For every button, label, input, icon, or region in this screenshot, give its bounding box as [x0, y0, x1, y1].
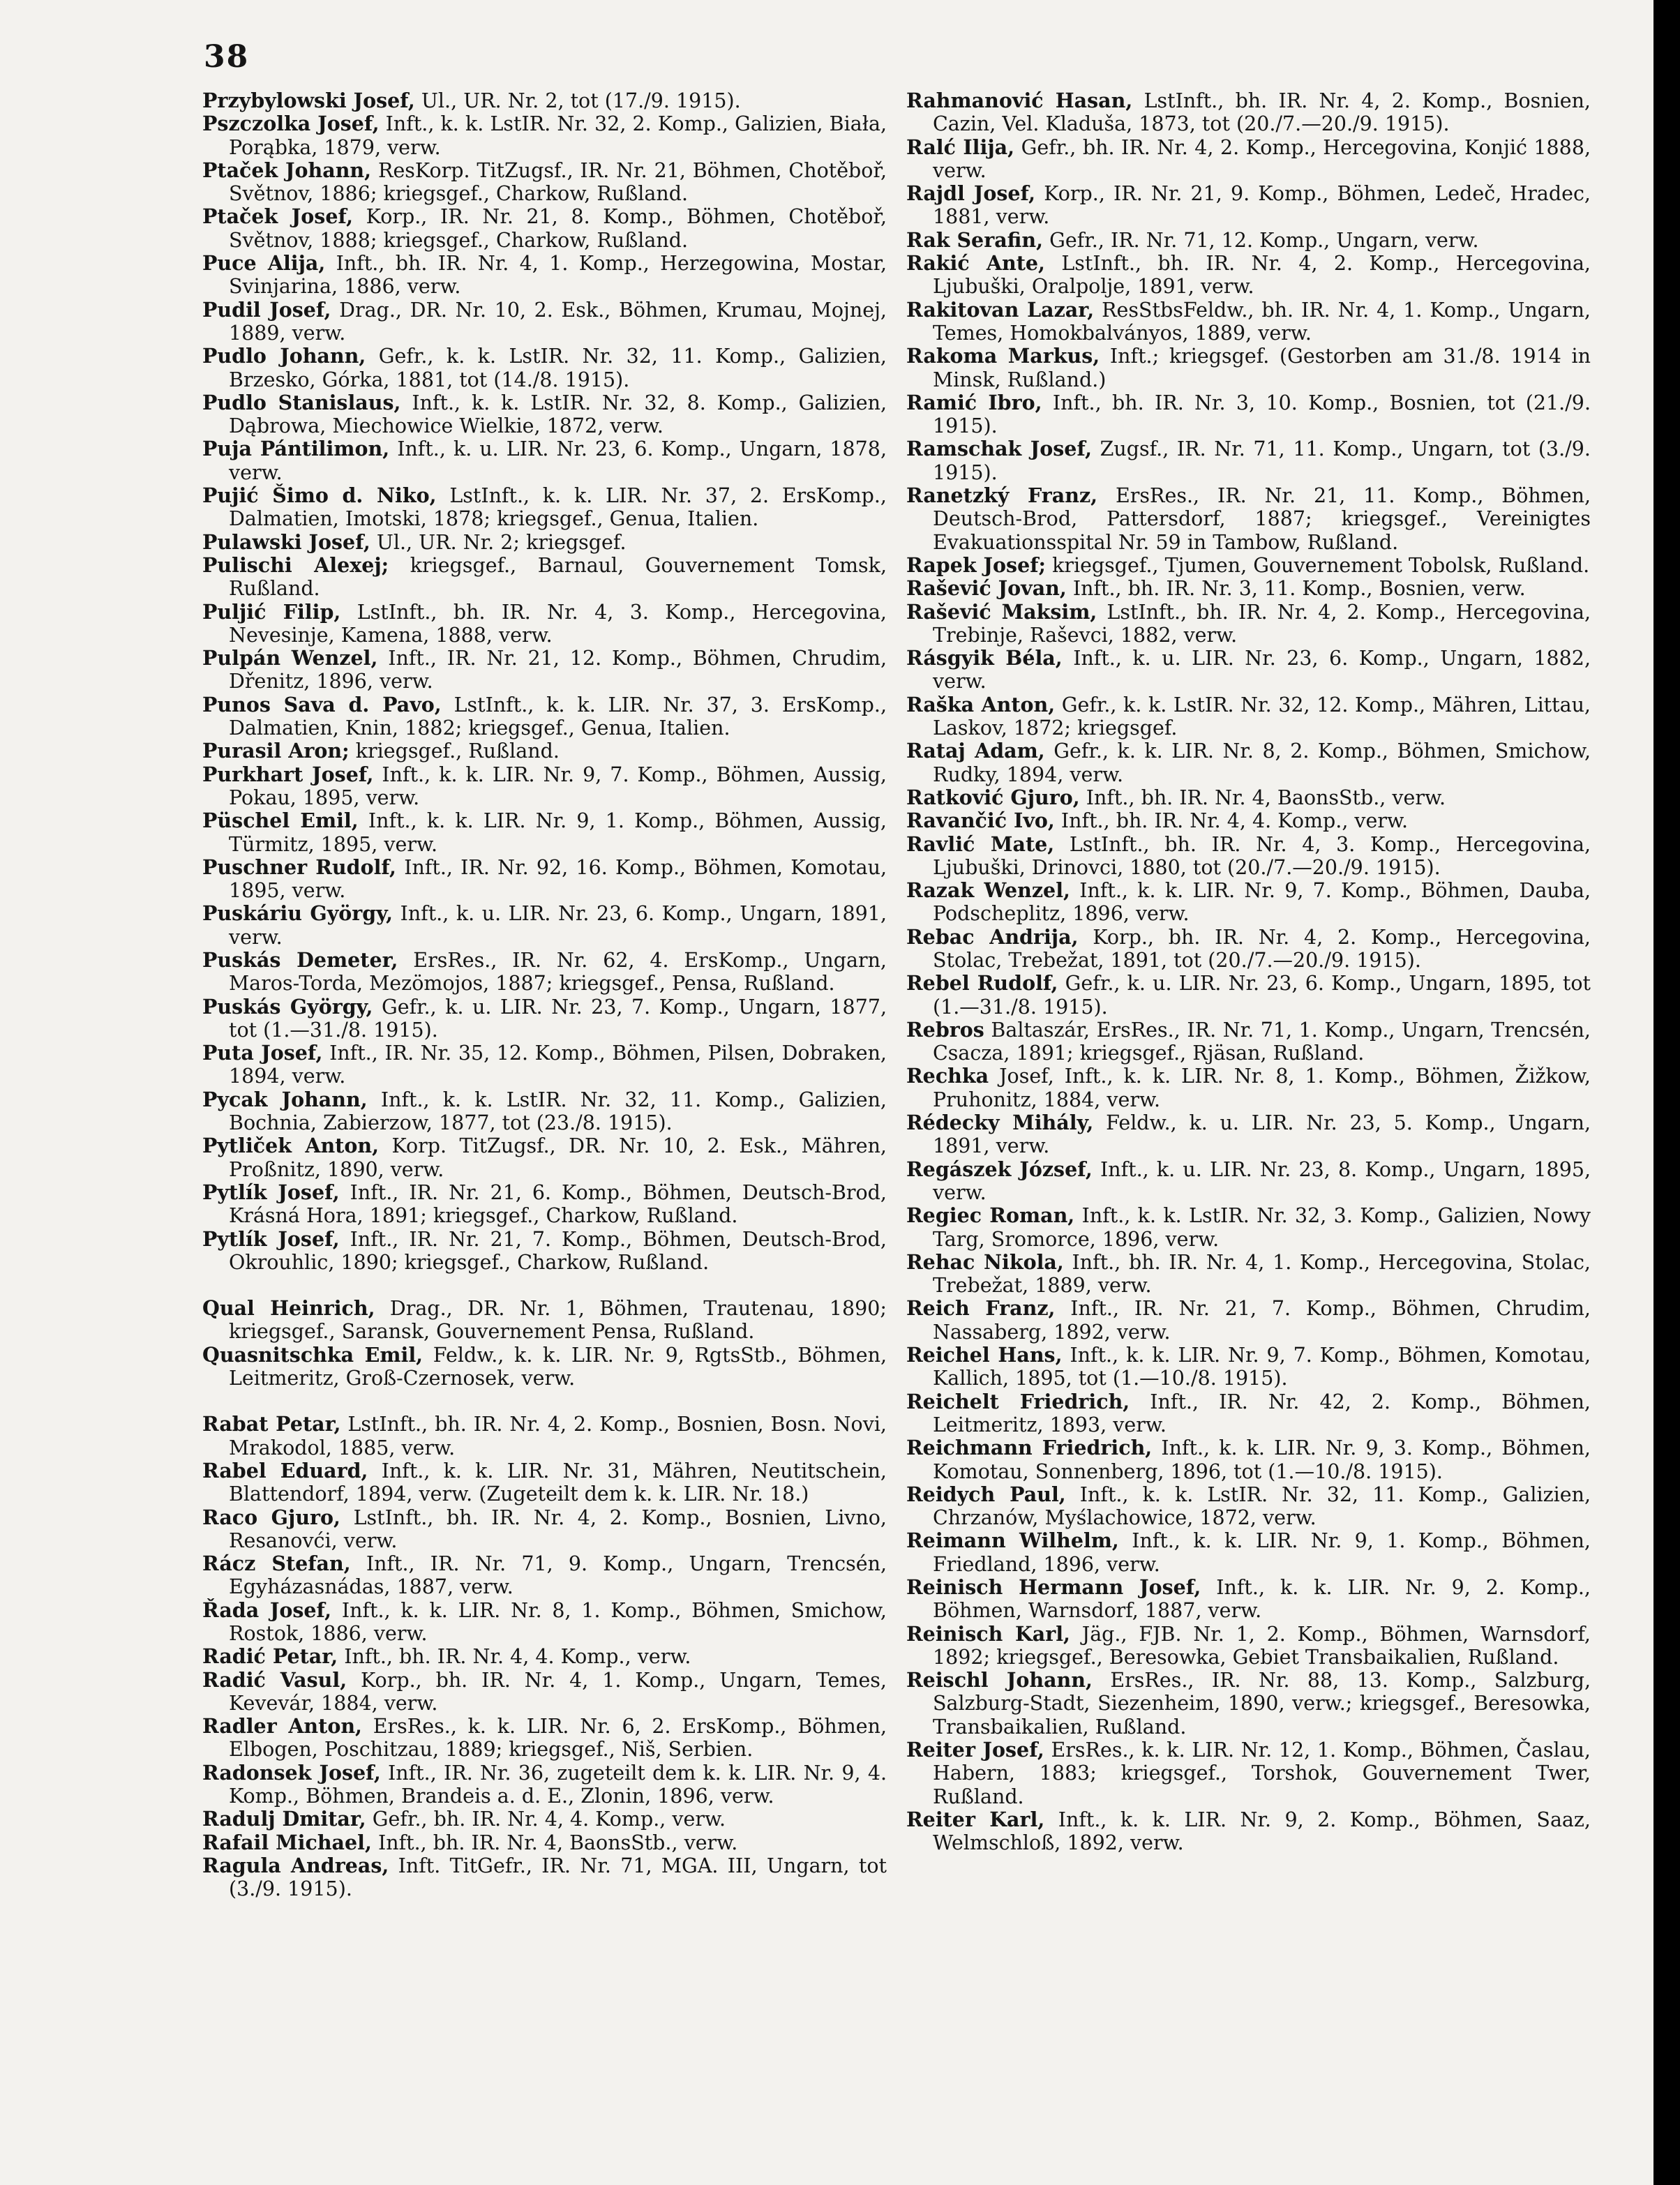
register-entry [202, 1506, 887, 1553]
register-entry [202, 1344, 887, 1390]
register-entry [202, 949, 887, 996]
entry-details: Korp. TitZugsf., DR. Nr. 10, 2. Esk., Mähren, Proßnitz, 1890, verw. [229, 1134, 887, 1181]
entry-name: Rehac Nikola, [906, 1249, 1064, 1274]
entry-name: Reiter Karl, [906, 1807, 1045, 1831]
register-entry [202, 1715, 887, 1762]
register-entry [202, 1228, 887, 1275]
entry-details: LstInft., bh. IR. Nr. 4, 3. Komp., Hercegovina, Nevesinje, Kamena, 1888, verw. [229, 600, 887, 647]
entry-name: Rechka [906, 1064, 989, 1088]
entry-details: ResStbsFeldw., bh. IR. Nr. 4, 1. Komp., Ungarn, Temes, Homokbalványos, 1889, verw. [933, 298, 1591, 345]
register-entry [906, 182, 1591, 229]
entry-details: Inft., k. k. LIR. Nr. 9, 7. Komp., Böhmen, Aussig, Pokau, 1895, verw. [229, 763, 887, 809]
entry-name: Radić Vasul, [202, 1667, 347, 1692]
entry-name: Ramić Ibro, [906, 390, 1042, 414]
entry-details: Inft., k. k. LIR. Nr. 8, 1. Komp., Böhmen, Smichow, Rostok, 1886, verw. [229, 1598, 887, 1645]
entry-details: Baltaszár, ErsRes., IR. Nr. 71, 1. Komp., Ungarn, Trencsén, Csacza, 1891; kriegsgef., Rjäsan, Rußland. [933, 1018, 1591, 1065]
entry-details: Inft., k. k. LstIR. Nr. 32, 3. Komp., Galizien, Nowy Targ, Sromorce, 1896, verw. [933, 1204, 1591, 1251]
entry-details: Inft., k. k. LIR. Nr. 9, 2. Komp., Böhmen, Saaz, Welmschloß, 1892, verw. [933, 1808, 1591, 1855]
entry-details: LstInft., bh. IR. Nr. 4, 3. Komp., Hercegovina, Ljubuški, Drinovci, 1880, tot (20./7.—20./9. 1915). [933, 832, 1591, 879]
entry-name: Pujić Šimo d. Niko, [202, 483, 437, 508]
register-entry [906, 647, 1591, 693]
entry-name: Rebac Andrija, [906, 924, 1079, 949]
register-entry [906, 1808, 1591, 1855]
entry-details: Drag., DR. Nr. 1, Böhmen, Trautenau, 1890; kriegsgef., Saransk, Gouvernement Pensa, Rußland. [229, 1297, 887, 1344]
entry-name: Rácz Stefan, [202, 1552, 351, 1576]
entry-details: Inft., k. k. LIR. Nr. 9, 7. Komp., Böhmen, Komotau, Kallich, 1895, tot (1.—10./8. 1915). [933, 1344, 1591, 1390]
entry-name: Qual Heinrich, [202, 1296, 375, 1321]
entry-details: LstInft., bh. IR. Nr. 4, 2. Komp., Bosnien, Cazin, Vel. Kladuša, 1873, tot (20./7.—20./9. 1915). [933, 89, 1591, 136]
entry-details: kriegsgef., Rußland. [355, 739, 560, 763]
entry-name: Regászek József, [906, 1157, 1093, 1181]
entry-name: Ptaček Josef, [202, 204, 354, 229]
entry-details: Inft., k. k. LstIR. Nr. 32, 11. Komp., Galizien, Chrzanów, Myślachowice, 1872, verw. [933, 1482, 1591, 1530]
entry-details: ErsRes., IR. Nr. 88, 13. Komp., Salzburg, Salzburg-Stadt, Siezenheim, 1890, verw.; kriegsgef., Beresowka, Transbaikalien, Rußland. [933, 1669, 1591, 1739]
entry-details: Ul., UR. Nr. 2, tot (17./9. 1915). [421, 89, 741, 112]
register-entry [202, 1413, 887, 1459]
entry-name: Regiec Roman, [906, 1203, 1075, 1228]
entry-details: Jäg., FJB. Nr. 1, 2. Komp., Böhmen, Warnsdorf, 1892; kriegsgef., Beresowka, Gebiet Transbaikalien, Rußland. [933, 1622, 1591, 1669]
entry-details: kriegsgef., Tjumen, Gouvernement Tobolsk, Rußland. [1052, 553, 1590, 577]
register-entry [202, 1762, 887, 1808]
entry-name: Puskáriu György, [202, 901, 393, 926]
register-entry [202, 809, 887, 856]
register-entry [906, 926, 1591, 973]
register-entry [202, 484, 887, 531]
entry-details: Inft., IR. Nr. 92, 16. Komp., Böhmen, Komotau, 1895, verw. [229, 855, 887, 903]
entry-details: Inft., bh. IR. Nr. 4, 1. Komp., Hercegovina, Stolac, Trebežat, 1889, verw. [933, 1250, 1591, 1298]
entry-name: Rašević Maksim, [906, 599, 1097, 624]
entry-name: Pulpán Wenzel, [202, 646, 378, 670]
entry-name: Puce Alija, [202, 251, 326, 276]
entry-name: Rakitovan Lazar, [906, 297, 1095, 322]
register-entry [906, 1436, 1591, 1483]
register-entry [906, 1111, 1591, 1158]
register-entry [906, 252, 1591, 299]
entry-details: Inft., k. u. LIR. Nr. 23, 6. Komp., Ungarn, 1891, verw. [229, 902, 887, 949]
entry-name: Rafail Michael, [202, 1830, 372, 1854]
entry-name: Radić Petar, [202, 1644, 338, 1669]
entry-name: Punos Sava d. Pavo, [202, 692, 442, 716]
register-entry [906, 577, 1591, 600]
entry-details: Inft., bh. IR. Nr. 4, 4. Komp., verw. [344, 1645, 691, 1669]
entry-details: Inft., k. u. LIR. Nr. 23, 6. Komp., Ungarn, 1878, verw. [229, 437, 887, 484]
entry-name: Pytlík Josef, [202, 1226, 340, 1251]
entry-name: Rebel Rudolf, [906, 971, 1058, 996]
entry-name: Ravančić Ivo, [906, 809, 1055, 833]
register-entry [202, 763, 887, 810]
register-entry [906, 1297, 1591, 1344]
register-entry [202, 554, 887, 601]
entry-details: Ul., UR. Nr. 2; kriegsgef. [376, 530, 627, 554]
entry-details: Inft., IR. Nr. 21, 7. Komp., Böhmen, Deutsch-Brod, Okrouhlic, 1890; kriegsgef., Charkow, Rußland. [229, 1227, 887, 1274]
entry-name: Pulawski Josef, [202, 530, 370, 554]
entry-details: Gefr., k. u. LIR. Nr. 23, 7. Komp., Ungarn, 1877, tot (1.—31./8. 1915). [229, 995, 887, 1042]
register-entry [202, 996, 887, 1042]
entry-details: ErsRes., IR. Nr. 62, 4. ErsKomp., Ungarn, Maros-Torda, Mezömojos, 1887; kriegsgef., Pensa, Rußland. [229, 948, 887, 996]
entry-details: LstInft., k. k. LIR. Nr. 37, 2. ErsKomp., Dalmatien, Imotski, 1878; kriegsgef., Genua, Italien. [229, 484, 887, 531]
entry-details: Inft., bh. IR. Nr. 3, 10. Komp., Bosnien, tot (21./9. 1915). [933, 391, 1591, 438]
entry-name: Raco Gjuro, [202, 1505, 340, 1529]
entry-details: Gefr., k. k. LstIR. Nr. 32, 12. Komp., Mähren, Littau, Laskov, 1872; kriegsgef. [933, 693, 1591, 740]
entry-details: Korp., bh. IR. Nr. 4, 1. Komp., Ungarn, Temes, Kevevár, 1884, verw. [229, 1668, 887, 1715]
entry-details: Inft., k. k. LIR. Nr. 9, 1. Komp., Böhmen, Aussig, Türmitz, 1895, verw. [229, 809, 887, 856]
entry-name: Ralć Ilija, [906, 135, 1015, 159]
entry-name: Quasnitschka Emil, [202, 1342, 423, 1367]
left-column [202, 89, 887, 1901]
right-column [906, 89, 1591, 1901]
register-entry [906, 1483, 1591, 1530]
entry-details: LstInft., k. k. LIR. Nr. 37, 3. ErsKomp., Dalmatien, Knin, 1882; kriegsgef., Genua, Italien. [229, 693, 887, 740]
entry-details: Gefr., bh. IR. Nr. 4, 4. Komp., verw. [372, 1808, 726, 1831]
register-entry [202, 205, 887, 252]
section-gap [202, 1390, 887, 1413]
register-entry [906, 879, 1591, 926]
register-entry [202, 693, 887, 740]
entry-name: Reinisch Karl, [906, 1621, 1070, 1646]
entry-details: Gefr., IR. Nr. 71, 12. Komp., Ungarn, verw. [1049, 228, 1479, 252]
register-entry [906, 1344, 1591, 1390]
register-entry [202, 1831, 887, 1854]
entry-details: Feldw., k. k. LIR. Nr. 9, RgtsStb., Böhmen, Leitmeritz, Groß-Czernosek, verw. [229, 1343, 887, 1390]
entry-name: Razak Wenzel, [906, 878, 1070, 903]
entry-name: Puskás György, [202, 994, 373, 1019]
entry-name: Rataj Adam, [906, 739, 1045, 763]
entry-name: Reichel Hans, [906, 1343, 1063, 1367]
entry-details: LstInft., bh. IR. Nr. 4, 2. Komp., Bosnien, Bosn. Novi, Mrakodol, 1885, verw. [229, 1413, 887, 1459]
entry-details: Korp., IR. Nr. 21, 8. Komp., Böhmen, Chotěboř, Světnov, 1888; kriegsgef., Charkow, Rußland. [229, 205, 887, 252]
register-entry [202, 299, 887, 345]
entry-details: Inft.; kriegsgef. (Gestorben am 31./8. 1914 in Minsk, Rußland.) [933, 345, 1591, 391]
entry-details: Inft., bh. IR. Nr. 4, BaonsStb., verw. [1086, 786, 1446, 809]
register-entry [906, 1158, 1591, 1205]
section-gap [202, 1274, 887, 1297]
register-entry [202, 1854, 887, 1901]
entry-name: Reimann Wilhelm, [906, 1529, 1119, 1553]
register-entry [202, 391, 887, 438]
page-number: 38 [204, 39, 250, 75]
entry-name: Pudlo Johann, [202, 344, 366, 368]
register-entry [202, 159, 887, 206]
entry-name: Pszczolka Josef, [202, 112, 380, 136]
register-entry [202, 1808, 887, 1831]
register-entry [906, 1204, 1591, 1251]
register-entry [202, 1042, 887, 1088]
entry-details: Inft., IR. Nr. 36, zugeteilt dem k. k. LIR. Nr. 9, 4. Komp., Böhmen, Brandeis a. d. E., Zlonin, 1896, verw. [229, 1761, 887, 1808]
entry-name: Puljić Filip, [202, 599, 341, 624]
entry-details: Inft., IR. Nr. 21, 7. Komp., Böhmen, Chrudim, Nassaberg, 1892, verw. [933, 1297, 1591, 1344]
register-entry [906, 1529, 1591, 1576]
entry-name: Puskás Demeter, [202, 947, 398, 972]
register-entry [202, 1134, 887, 1181]
entry-name: Püschel Emil, [202, 809, 359, 833]
entry-name: Przybylowski Josef, [202, 89, 415, 112]
entry-details: Zugsf., IR. Nr. 71, 11. Komp., Ungarn, tot (3./9. 1915). [933, 437, 1591, 484]
entry-details: ErsRes., k. k. LIR. Nr. 6, 2. ErsKomp., Böhmen, Elbogen, Poschitzau, 1889; kriegsgef., Niš, Serbien. [229, 1715, 887, 1762]
register-entry [202, 89, 887, 112]
entry-details: Inft., bh. IR. Nr. 4, BaonsStb., verw. [377, 1831, 738, 1854]
entry-name: Rapek Josef; [906, 553, 1046, 577]
entry-name: Pudlo Stanislaus, [202, 390, 401, 414]
register-entry [202, 1181, 887, 1228]
register-entry [906, 1065, 1591, 1111]
entry-details: Inft., k. k. LIR. Nr. 9, 3. Komp., Böhmen, Komotau, Sonnenberg, 1896, tot (1.—10./8. 1915). [933, 1436, 1591, 1483]
register-entry [202, 1297, 887, 1344]
entry-details: Inft., k. k. LIR. Nr. 9, 1. Komp., Böhmen, Friedland, 1896, verw. [933, 1529, 1591, 1576]
register-entry [906, 391, 1591, 438]
entry-name: Pulischi Alexej; [202, 553, 389, 577]
entry-details: LstInft., bh. IR. Nr. 4, 2. Komp., Hercegovina, Ljubuški, Oralpolje, 1891, verw. [933, 252, 1591, 299]
register-entry [202, 531, 887, 554]
entry-details: Inft., IR. Nr. 35, 12. Komp., Böhmen, Pilsen, Dobraken, 1894, verw. [229, 1042, 887, 1088]
entry-details: Inft., k. k. LstIR. Nr. 32, 11. Komp., Galizien, Bochnia, Zabierzow, 1877, tot (23./8. 1915). [229, 1088, 887, 1135]
register-entry [906, 437, 1591, 484]
register-entry [202, 1552, 887, 1599]
entry-name: Rašević Jovan, [906, 576, 1067, 601]
entry-details: Inft., k. k. LstIR. Nr. 32, 8. Komp., Galizien, Dąbrowa, Miechowice Wielkie, 1872, verw. [229, 391, 887, 438]
entry-name: Pytlík Josef, [202, 1180, 340, 1204]
register-entry [906, 972, 1591, 1019]
entry-name: Pudil Josef, [202, 297, 331, 322]
entry-name: Rabel Eduard, [202, 1458, 368, 1482]
register-entry [906, 693, 1591, 740]
register-entry [202, 647, 887, 693]
entry-name: Pytliček Anton, [202, 1134, 379, 1158]
register-entry [906, 554, 1591, 577]
entry-name: Ravlić Mate, [906, 832, 1055, 856]
entry-details: Gefr., k. k. LstIR. Nr. 32, 11. Komp., Galizien, Brzesko, Górka, 1881, tot (14./8. 1915). [229, 345, 887, 391]
entry-details: Inft., IR. Nr. 21, 6. Komp., Böhmen, Deutsch-Brod, Krásná Hora, 1891; kriegsgef., Charkow, Rußland. [229, 1180, 887, 1228]
entry-details: Gefr., k. u. LIR. Nr. 23, 6. Komp., Ungarn, 1895, tot (1.—31./8. 1915). [933, 972, 1591, 1019]
entry-name: Puja Pántilimon, [202, 437, 390, 461]
register-entry [906, 484, 1591, 554]
register-entry [906, 1739, 1591, 1808]
register-entry [906, 833, 1591, 880]
text-columns [202, 89, 1591, 1901]
entry-name: Reiter Josef, [906, 1738, 1044, 1762]
entry-name: Ragula Andreas, [202, 1853, 389, 1877]
entry-name: Purasil Aron; [202, 739, 350, 763]
register-entry [202, 739, 887, 763]
entry-details: Inft., bh. IR. Nr. 4, 1. Komp., Herzegowina, Mostar, Svinjarina, 1886, verw. [229, 252, 887, 299]
register-entry [202, 437, 887, 484]
register-entry [906, 89, 1591, 136]
entry-details: Gefr., bh. IR. Nr. 4, 2. Komp., Hercegovina, Konjić 1888, verw. [933, 135, 1591, 182]
register-entry [906, 299, 1591, 345]
entry-name: Raška Anton, [906, 692, 1056, 716]
entry-details: Josef, Inft., k. k. LIR. Nr. 8, 1. Komp., Böhmen, Žižkow, Pruhonitz, 1884, verw. [933, 1065, 1591, 1111]
entry-name: Puta Josef, [202, 1041, 323, 1065]
register-entry [906, 1623, 1591, 1669]
register-entry [202, 1088, 887, 1135]
register-entry [906, 136, 1591, 183]
register-entry [906, 809, 1591, 832]
entry-name: Rabat Petar, [202, 1412, 341, 1436]
entry-name: Ptaček Johann, [202, 158, 372, 182]
entry-name: Ramschak Josef, [906, 437, 1092, 461]
entry-details: Feldw., k. u. LIR. Nr. 23, 5. Komp., Ungarn, 1891, verw. [933, 1111, 1591, 1158]
entry-name: Ranetzký Franz, [906, 483, 1098, 508]
entry-name: Purkhart Josef, [202, 762, 374, 786]
register-entry [202, 345, 887, 391]
entry-details: Inft., k. k. LIR. Nr. 31, Mähren, Neutitschein, Blattendorf, 1894, verw. (Zugeteilt dem k. k. LIR. Nr. 18.) [229, 1459, 887, 1506]
entry-name: Rajdl Josef, [906, 181, 1036, 206]
entry-name: Řada Josef, [202, 1598, 332, 1622]
entry-details: ErsRes., IR. Nr. 21, 11. Komp., Böhmen, Deutsch-Brod, Pattersdorf, 1887; kriegsgef., Vereinigtes Evakuationsspital Nr. 59 in Tambow, Rußland. [933, 484, 1591, 554]
entry-name: Rebros [906, 1017, 984, 1042]
entry-details: Korp., IR. Nr. 21, 9. Komp., Böhmen, Ledeč, Hradec, 1881, verw. [933, 182, 1591, 229]
register-entry [202, 112, 887, 159]
register-entry [202, 1599, 887, 1646]
entry-details: ErsRes., k. k. LIR. Nr. 12, 1. Komp., Böhmen, Časlau, Habern, 1883; kriegsgef., Torshok, Gouvernement Twer, Rußland. [933, 1739, 1591, 1808]
entry-name: Reichmann Friedrich, [906, 1436, 1153, 1460]
entry-name: Reidych Paul, [906, 1482, 1066, 1506]
entry-name: Reichelt Friedrich, [906, 1389, 1130, 1413]
entry-details: Korp., bh. IR. Nr. 4, 2. Komp., Hercegovina, Stolac, Trebežat, 1891, tot (20./7.—20./9. 1915). [933, 925, 1591, 972]
entry-name: Reischl Johann, [906, 1668, 1093, 1692]
entry-details: Inft., k. u. LIR. Nr. 23, 6. Komp., Ungarn, 1882, verw. [933, 647, 1591, 693]
entry-name: Reich Franz, [906, 1296, 1056, 1321]
entry-details: kriegsgef., Barnaul, Gouvernement Tomsk, Rußland. [229, 553, 887, 601]
register-entry [906, 739, 1591, 786]
entry-details: LstInft., bh. IR. Nr. 4, 2. Komp., Bosnien, Livno, Resanovći, verw. [229, 1506, 887, 1552]
entry-details: Inft., IR. Nr. 42, 2. Komp., Böhmen, Leitmeritz, 1893, verw. [933, 1390, 1591, 1436]
entry-name: Rahmanović Hasan, [906, 89, 1133, 112]
register-entry [202, 1459, 887, 1506]
register-entry [906, 229, 1591, 252]
entry-name: Ratković Gjuro, [906, 785, 1080, 809]
entry-name: Radulj Dmitar, [202, 1807, 366, 1831]
entry-name: Rakoma Markus, [906, 344, 1100, 368]
entry-name: Puschner Rudolf, [202, 855, 396, 879]
entry-details: Inft. TitGefr., IR. Nr. 71, MGA. III, Ungarn, tot (3./9. 1915). [229, 1854, 887, 1901]
entry-details: Inft., bh. IR. Nr. 4, 4. Komp., verw. [1060, 809, 1409, 833]
entry-name: Rak Serafin, [906, 227, 1044, 252]
entry-name: Rakić Ante, [906, 251, 1045, 276]
register-entry [906, 345, 1591, 391]
entry-details: Inft., k. u. LIR. Nr. 23, 8. Komp., Ungarn, 1895, verw. [933, 1157, 1591, 1204]
register-entry [202, 252, 887, 299]
register-entry [202, 601, 887, 647]
entry-details: Drag., DR. Nr. 10, 2. Esk., Böhmen, Krumau, Mojnej, 1889, verw. [229, 298, 887, 345]
entry-details: Inft., k. k. LstIR. Nr. 32, 2. Komp., Galizien, Biała, Porąbka, 1879, verw. [229, 112, 887, 159]
entry-name: Rásgyik Béla, [906, 646, 1063, 670]
entry-name: Reinisch Hermann Josef, [906, 1575, 1201, 1599]
register-entry [906, 601, 1591, 647]
entry-name: Pycak Johann, [202, 1087, 368, 1111]
entry-details: Gefr., k. k. LIR. Nr. 8, 2. Komp., Böhmen, Smichow, Rudky, 1894, verw. [933, 739, 1591, 786]
register-entry [906, 1669, 1591, 1739]
register-entry [906, 786, 1591, 809]
register-entry [906, 1390, 1591, 1437]
entry-details: Inft., IR. Nr. 21, 12. Komp., Böhmen, Chrudim, Dřenitz, 1896, verw. [229, 647, 887, 693]
entry-details: LstInft., bh. IR. Nr. 4, 2. Komp., Hercegovina, Trebinje, Raševci, 1882, verw. [933, 600, 1591, 647]
entry-name: Radonsek Josef, [202, 1760, 381, 1785]
entry-details: Inft., IR. Nr. 71, 9. Komp., Ungarn, Trencsén, Egyházasnádas, 1887, verw. [229, 1552, 887, 1599]
register-entry [906, 1019, 1591, 1065]
register-entry [202, 902, 887, 949]
register-entry [202, 1645, 887, 1668]
entry-details: ResKorp. TitZugsf., IR. Nr. 21, Böhmen, Chotěboř, Světnov, 1886; kriegsgef., Charkow, Rußland. [229, 158, 887, 206]
entry-details: Inft., k. k. LIR. Nr. 9, 2. Komp., Böhmen, Warnsdorf, 1887, verw. [933, 1576, 1591, 1623]
entry-name: Radler Anton, [202, 1714, 362, 1739]
register-entry [202, 1669, 887, 1715]
entry-details: Inft., k. k. LIR. Nr. 9, 7. Komp., Böhmen, Dauba, Podscheplitz, 1896, verw. [933, 879, 1591, 926]
register-entry [906, 1576, 1591, 1623]
entry-name: Rédecky Mihály, [906, 1111, 1094, 1135]
register-entry [202, 856, 887, 903]
register-entry [906, 1251, 1591, 1298]
entry-details: Inft., bh. IR. Nr. 3, 11. Komp., Bosnien, verw. [1072, 577, 1526, 601]
